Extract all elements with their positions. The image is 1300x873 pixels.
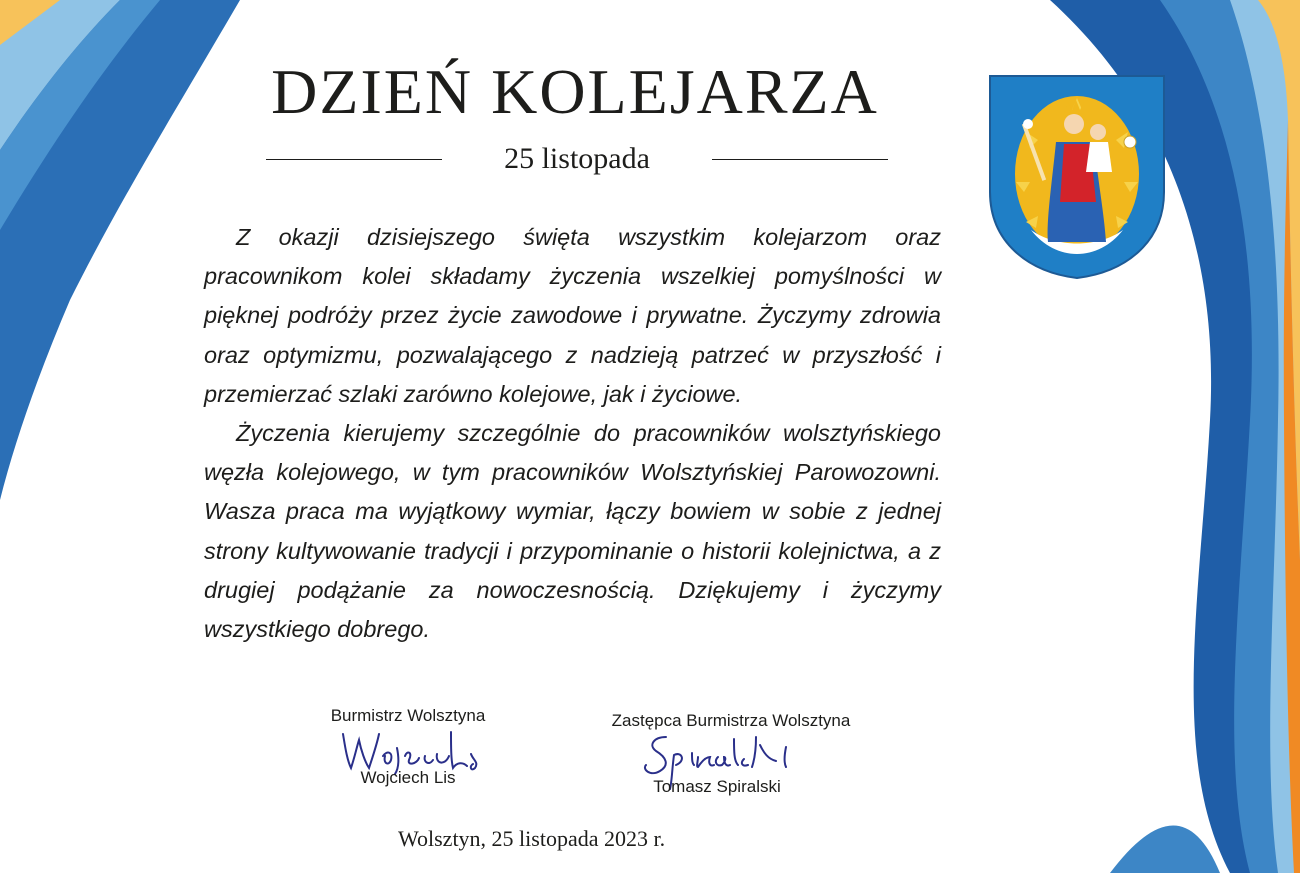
subtitle-row <box>266 142 888 176</box>
signature-name: Tomasz Spiralski <box>653 777 781 796</box>
signature-block-mayor <box>310 706 506 788</box>
coat-of-arms-icon <box>986 72 1168 282</box>
signature-role: Burmistrz Wolsztyna <box>330 706 486 725</box>
place-and-date: Wolsztyn, 25 listopada 2023 r. <box>398 826 666 851</box>
divider-right <box>712 159 888 160</box>
divider-left <box>266 159 442 160</box>
greeting-text <box>204 218 941 649</box>
signature-name: Wojciech Lis <box>360 768 456 787</box>
signature-role: Zastępca Burmistrza Wolsztyna <box>611 711 851 730</box>
paragraph-1: Z okazji dzisiejszego święta wszystkim kolejarzom oraz pracownikom kolei składamy życzenia wszelkiej pomyślności w pięknej podróży przez życie zawodowe i prywatne. Życzymy zdrowia oraz optymizmu, pozwalającego z nadzieją patrzeć w przyszłość i przemierzać szlaki zarówno kolejowe, jak i życiowe. <box>204 224 941 407</box>
subtitle-date: 25 listopada <box>504 142 650 175</box>
signature-block-deputy <box>596 711 866 797</box>
page-title: DZIEŃ KOLEJARZA <box>271 56 879 127</box>
paragraph-2: Życzenia kierujemy szczególnie do pracowników wolsztyńskiego węzła kolejowego, w tym pracowników Wolsztyńskiej Parowozowni. Wasza praca ma wyjątkowy wymiar, łączy bowiem w sobie z jednej strony kultywowanie tradycji i przypominanie o historii kolejnictwa, a z drugiej podążanie za nowoczesnością. Dziękujemy i życzymy wszystkiego dobrego. <box>204 420 941 643</box>
